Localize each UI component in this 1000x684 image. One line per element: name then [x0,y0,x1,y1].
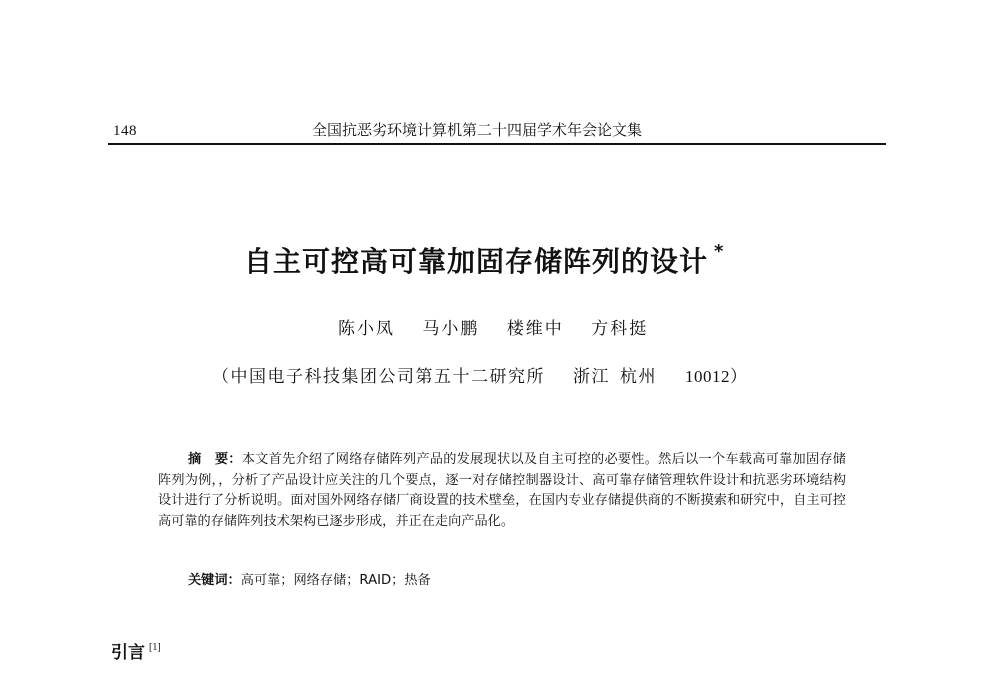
title-footnote-mark: * [714,241,725,262]
paper-title-text: 自主可控高可靠加固存储阵列的设计 [244,245,709,278]
abstract-label: 摘 要： [188,452,242,467]
affiliation-zip: 10012 [685,367,730,386]
author-name: 陈小凤 [338,319,395,339]
section-heading-introduction [111,638,161,663]
affiliation-province: 浙江 [573,367,610,387]
affiliation-open-paren: （ [212,367,231,387]
author-name: 马小鹏 [422,319,480,339]
author-list [338,314,670,339]
section-heading-text: 引言 [111,643,145,663]
affiliation-institution: 中国电子科技集团公司第五十二研究所 [230,367,545,387]
keywords [188,569,431,588]
section-reference-mark: [1] [149,642,161,653]
header-rule [108,143,886,145]
keywords-text: 高可靠；网络存储；RAID；热备 [240,573,431,588]
abstract [158,450,846,532]
affiliation-close-paren: ） [730,367,749,387]
keywords-label: 关键词： [188,573,241,588]
affiliation [212,362,749,387]
abstract-text: 本文首先介绍了网络存储阵列产品的发展现状以及自主可控的必要性。然后以一个车载高可靠加固存储阵列为例，，分析了产品设计应关注的几个要点，逐一对存储控制器设计、高可靠存储管理软件设计和抗恶劣环境结构设计进行了分析说明。面对国外网络存储厂商设置的技术壁垒，在国内专业存储提供商的不断摸索和研究中，自主可控高可靠的存储阵列技术架构已逐步形成，并正在走向产品化。 [158,452,846,529]
author-name: 楼维中 [506,319,564,339]
author-name: 方科挺 [591,319,649,339]
paper-title [244,240,724,280]
running-header-title: 全国抗恶劣环境计算机第二十四届学术年会论文集 [312,121,643,139]
page-number: 148 [113,123,137,139]
affiliation-city: 杭州 [620,367,657,387]
